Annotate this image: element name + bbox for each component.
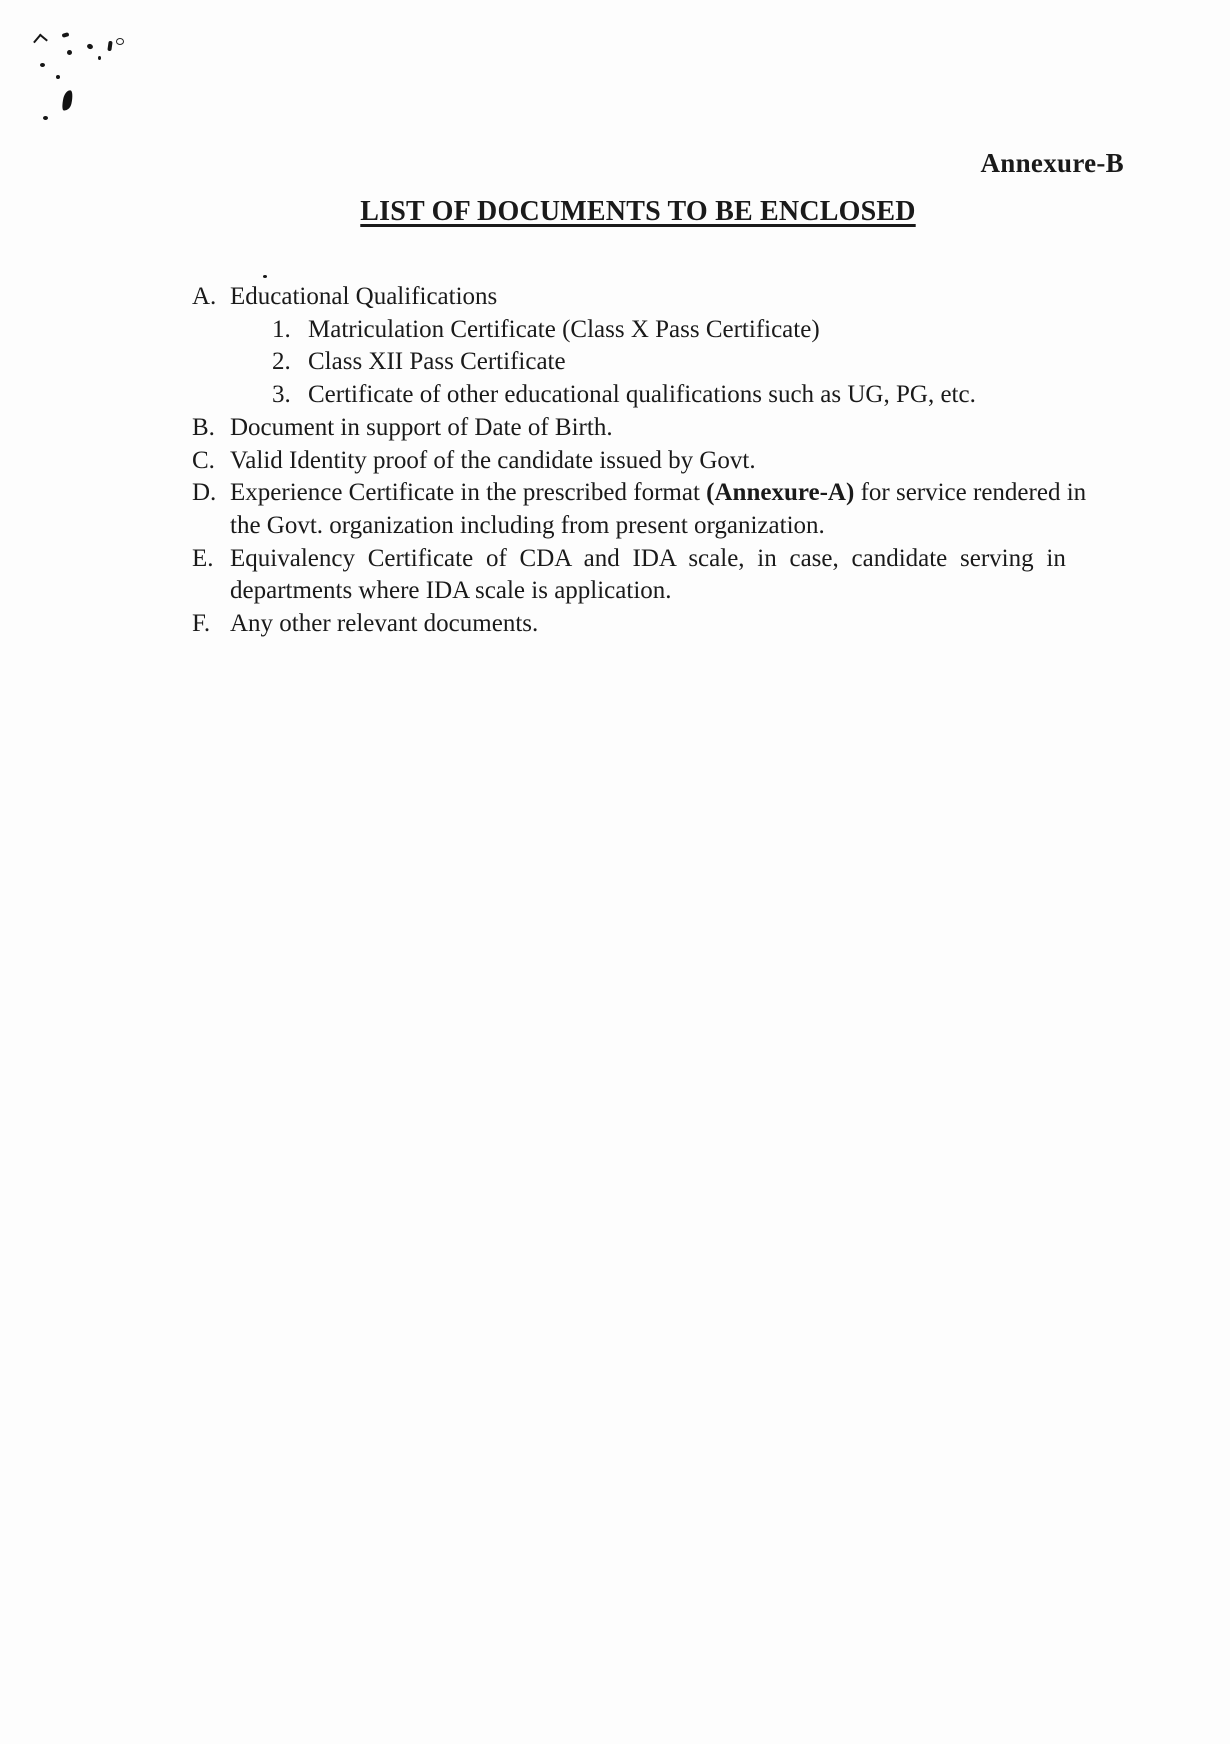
sub-list-item-1 — [192, 314, 1132, 347]
ink-speck — [116, 38, 124, 45]
list-item-text — [230, 477, 1132, 542]
sub-item-number: 1. — [272, 315, 291, 343]
ink-speck — [62, 32, 70, 38]
list-item-e — [192, 543, 1132, 608]
list-item-letter: C. — [192, 446, 215, 474]
ink-speck — [67, 50, 72, 55]
sub-item-text: Certificate of other educational qualifications such as UG, PG, etc. — [308, 381, 976, 409]
list-item-d-line1 — [230, 477, 1132, 510]
list-item-text: Any other relevant documents. — [230, 610, 539, 638]
ink-speck — [43, 116, 48, 120]
list-item-d-annexure-ref: (Annexure-A) — [706, 479, 855, 507]
sub-item-text: Class XII Pass Certificate — [308, 348, 566, 376]
list-item-text: Valid Identity proof of the candidate issued by Govt. — [230, 446, 756, 474]
sub-item-number: 3. — [272, 381, 291, 409]
document-title — [46, 196, 1230, 228]
document-title-text: LIST OF DOCUMENTS TO BE ENCLOSED — [360, 196, 916, 227]
ink-speck — [33, 34, 48, 49]
ink-speck — [61, 89, 74, 111]
list-item-letter: E. — [192, 544, 214, 572]
ink-speck — [56, 75, 60, 79]
list-item-letter: B. — [192, 413, 215, 441]
list-item-d-line2: the Govt. organization including from present organization. — [230, 511, 825, 539]
ink-speck — [98, 56, 101, 60]
list-item-letter: A. — [192, 283, 217, 310]
list-item-b — [192, 412, 1132, 445]
sub-list-item-3 — [192, 379, 1132, 412]
document-list — [192, 281, 1132, 641]
list-item-letter: F. — [192, 610, 211, 638]
ink-speck — [86, 43, 93, 50]
list-item-d-line1-pre: Experience Certificate in the prescribed format — [230, 479, 707, 507]
ink-speck — [107, 41, 112, 51]
sub-list-item-2 — [192, 346, 1132, 379]
ink-speck — [40, 63, 45, 67]
list-item-f — [192, 608, 1132, 641]
list-item-a — [192, 281, 1132, 314]
list-item-e-line2: departments where IDA scale is application. — [230, 577, 672, 605]
list-item-d-line1-post: for service rendered in — [854, 479, 1087, 507]
list-item-text: Document in support of Date of Birth. — [230, 413, 613, 441]
sub-item-number: 2. — [272, 348, 291, 376]
sub-item-text: Matriculation Certificate (Class X Pass Certificate) — [308, 315, 820, 343]
list-item-text: Educational Qualifications — [230, 283, 498, 310]
list-item-text — [230, 543, 1132, 608]
annexure-label: Annexure-B — [980, 148, 1124, 178]
ink-speck — [263, 275, 267, 278]
list-item-letter: D. — [192, 479, 217, 507]
list-item-d — [192, 477, 1132, 542]
list-item-c — [192, 445, 1132, 478]
list-item-e-line1: Equivalency Certificate of CDA and IDA scale, in case, candidate serving in — [230, 544, 1066, 572]
